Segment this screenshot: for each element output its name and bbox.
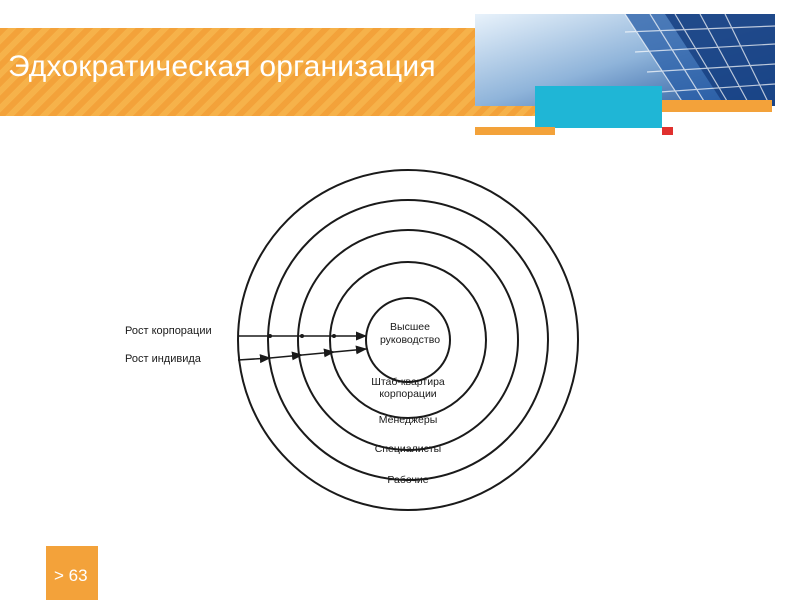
arrow-label-corporate-growth: Рост корпорации (125, 325, 212, 337)
ring-label-managers: Менеджеры (378, 414, 438, 426)
center-label-line2: руководство (379, 334, 441, 346)
page-number-badge (46, 546, 98, 600)
arrow-individual-growth-3 (302, 352, 334, 355)
ring-label-headquarters-line2: корпорации (379, 388, 437, 400)
page-number: > 63 (54, 566, 88, 585)
center-label-line1: Высшее (390, 321, 430, 333)
arrow-label-individual-growth: Рост индивида (125, 353, 201, 365)
arrow-individual-growth-1 (238, 358, 270, 360)
ring-label-workers: Рабочие (387, 474, 429, 486)
slide-title: Эдхократическая организация (8, 50, 436, 83)
ring-label-specialists: Специалисты (374, 443, 442, 455)
ring-label-headquarters-line1: Штаб-квартира (371, 376, 445, 388)
arrow-individual-growth-4 (334, 349, 366, 352)
arrow-individual-growth-2 (270, 355, 302, 358)
